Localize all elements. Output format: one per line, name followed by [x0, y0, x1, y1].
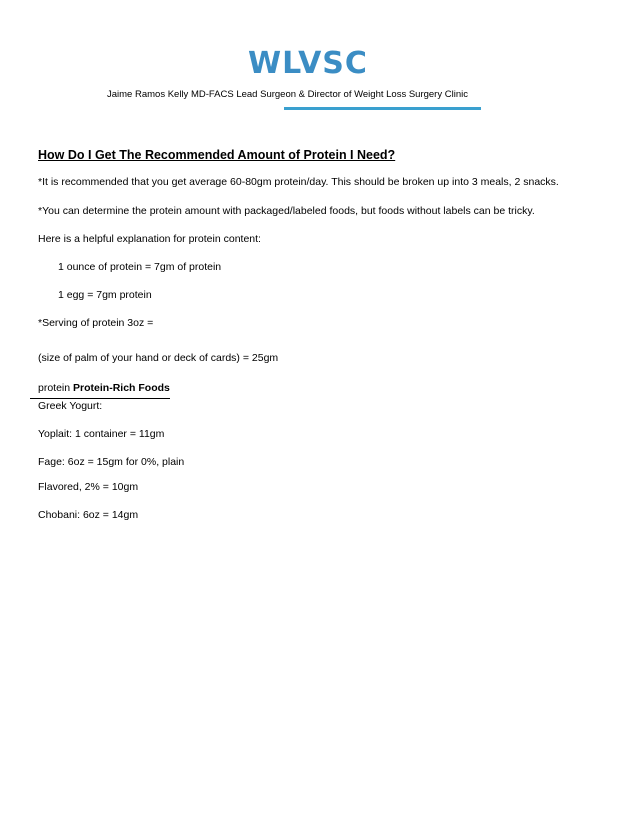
paragraph-recommendation: *It is recommended that you get average 60-80gm protein/day. This should be broken up into 3 meals, 2 snacks.: [38, 176, 559, 188]
header-divider: [284, 107, 481, 110]
section-divider: [30, 398, 170, 399]
list-item-chobani: Chobani: 6oz = 14gm: [38, 509, 139, 521]
list-item-ounce: 1 ounce of protein = 7gm of protein: [58, 261, 222, 273]
page-title: How Do I Get The Recommended Amount of Protein I Need?: [38, 148, 396, 162]
list-item-yoplait: Yoplait: 1 container = 11gm: [38, 428, 165, 440]
protein-word: protein: [38, 382, 74, 394]
logo-text: WLVSC: [248, 46, 368, 81]
paragraph-palm-size: (size of palm of your hand or deck of cards) = 25gm: [38, 352, 279, 364]
paragraph-protein-rich-foods: [38, 382, 170, 395]
clinic-logo: [248, 40, 388, 82]
list-item-greek-yogurt: Greek Yogurt:: [38, 400, 103, 412]
paragraph-serving: *Serving of protein 3oz =: [38, 317, 154, 329]
paragraph-labels: *You can determine the protein amount with packaged/labeled foods, but foods without labels can be tricky.: [38, 205, 535, 217]
paragraph-explanation: Here is a helpful explanation for protein content:: [38, 233, 261, 245]
header-surgeon-line: Jaime Ramos Kelly MD-FACS Lead Surgeon & Director of Weight Loss Surgery Clinic: [107, 89, 468, 100]
list-item-egg: 1 egg = 7gm protein: [58, 289, 152, 301]
list-item-flavored: Flavored, 2% = 10gm: [38, 481, 139, 493]
list-item-fage: Fage: 6oz = 15gm for 0%, plain: [38, 456, 185, 468]
section-heading-protein-rich-foods: Protein-Rich Foods: [73, 382, 170, 394]
